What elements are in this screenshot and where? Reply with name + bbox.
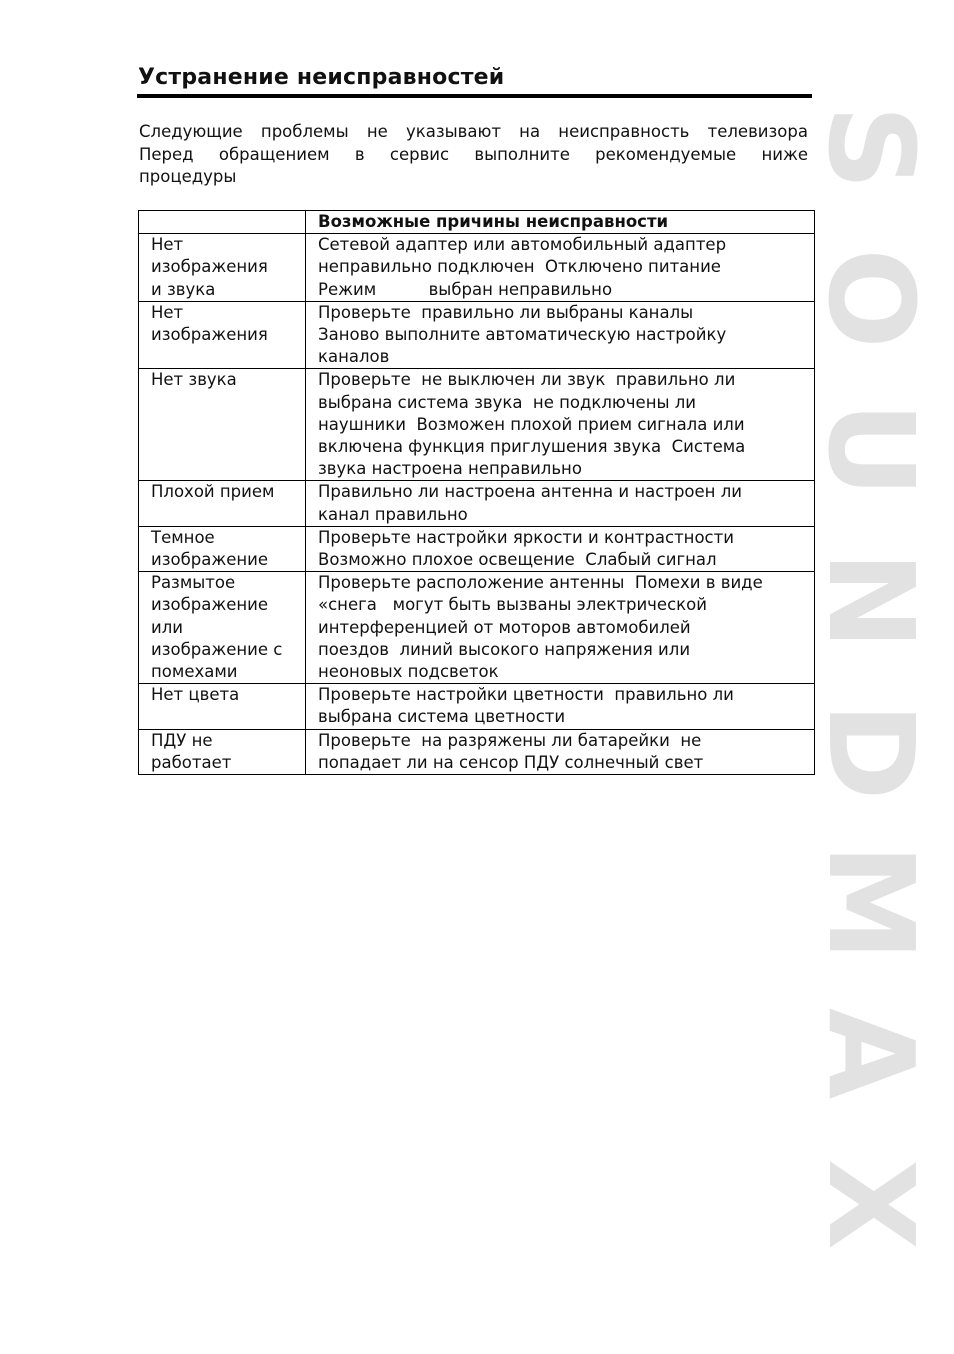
cause-text-line: Проверьте настройки яркости и контрастности — [318, 527, 734, 547]
problem-text-line: Нет — [151, 302, 184, 322]
problem-text-line: Нет цвета — [151, 685, 240, 705]
problem-text-line: изображение — [151, 550, 269, 570]
problem-cell — [139, 369, 306, 481]
causes-column-header: Возможные причины неисправности — [306, 211, 815, 234]
cause-text-line: Возможно плохое освещение Слабый сигнал — [318, 550, 717, 570]
cause-text-line: неоновых подсветок — [318, 662, 499, 682]
table-row — [139, 729, 815, 774]
problem-text-line: Плохой прием — [151, 482, 275, 502]
causes-cell — [306, 301, 815, 369]
problem-cell — [139, 729, 306, 774]
table-row — [139, 526, 815, 571]
table-row — [139, 301, 815, 369]
table-row — [139, 481, 815, 526]
problem-text-line: или — [151, 617, 183, 637]
problem-cell — [139, 234, 306, 302]
problem-text-line: изображения — [151, 257, 268, 277]
cause-text-line: Проверьте правильно ли выбраны каналы — [318, 302, 694, 322]
cause-text-line: неправильно подключен Отключено питание — [318, 257, 721, 277]
causes-cell — [306, 369, 815, 481]
cause-text-line: интерференцией от моторов автомобилей — [318, 617, 691, 637]
intro-paragraph — [139, 121, 808, 189]
logo-letter: D — [802, 702, 940, 801]
problem-text-line: и звука — [151, 279, 216, 299]
cause-text-line: выбрана система цветности — [318, 707, 566, 727]
logo-letter: S — [802, 105, 940, 190]
problem-text-line: Нет — [151, 235, 184, 255]
logo-letter: M — [802, 843, 940, 962]
logo-letter: U — [802, 401, 940, 498]
causes-cell — [306, 526, 815, 571]
cause-text-line: включена функция приглушения звука Система — [318, 437, 746, 457]
intro-line: процедуры — [139, 167, 237, 186]
problem-cell — [139, 481, 306, 526]
problem-text-line: помехами — [151, 662, 238, 682]
table-header-row — [139, 211, 815, 234]
cause-text-line: Сетевой адаптер или автомобильный адаптер — [318, 235, 727, 255]
logo-letter: A — [802, 1007, 940, 1100]
cause-text-line: Проверьте не выключен ли звук правильно ли — [318, 370, 736, 390]
cause-text-line: Заново выполните автоматическую настройку — [318, 325, 727, 345]
cause-text-line: каналов — [318, 347, 390, 367]
table-row — [139, 572, 815, 684]
problem-text-line: изображения — [151, 325, 268, 345]
problem-cell — [139, 684, 306, 729]
causes-cell — [306, 684, 815, 729]
cause-text-line: канал правильно — [318, 504, 468, 524]
causes-cell — [306, 729, 815, 774]
troubleshooting-table — [138, 210, 815, 775]
table-row — [139, 369, 815, 481]
table-row — [139, 234, 815, 302]
cause-text-line: выбрана система звука не подключены ли — [318, 392, 697, 412]
intro-line: Следующие проблемы не указывают на неисправность телевизора — [139, 122, 808, 141]
causes-cell — [306, 481, 815, 526]
problem-text-line: работает — [151, 752, 232, 772]
logo-letter: O — [802, 248, 940, 349]
cause-text-line: звука настроена неправильно — [318, 459, 582, 479]
problem-text-line: изображение с — [151, 639, 283, 659]
logo-letter: X — [802, 1159, 940, 1250]
causes-cell — [306, 234, 815, 302]
table-body — [139, 234, 815, 775]
logo-letter: N — [802, 551, 940, 650]
problem-text-line: ПДУ не — [151, 730, 213, 750]
cause-text-line: наушники Возможен плохой прием сигнала или — [318, 414, 745, 434]
cause-text-line: Проверьте настройки цветности правильно ли — [318, 685, 734, 705]
problem-cell — [139, 301, 306, 369]
cause-text-line: «снега могут быть вызваны электрической — [318, 595, 707, 615]
problem-text-line: Размытое — [151, 573, 236, 593]
cause-text-line: Проверьте на разряжены ли батарейки не — [318, 730, 702, 750]
title-underline — [137, 94, 812, 98]
page-title: Устранение неисправностей — [138, 65, 505, 90]
cause-text-line: попадает ли на сенсор ПДУ солнечный свет — [318, 752, 704, 772]
cause-text-line: Проверьте расположение антенны Помехи в виде — [318, 573, 763, 593]
problem-text-line: Темное — [151, 527, 215, 547]
cause-text-line: Правильно ли настроена антенна и настроен ли — [318, 482, 742, 502]
cause-text-line: поездов линий высокого напряжения или — [318, 639, 691, 659]
cause-text-line: Режим выбран неправильно — [318, 279, 613, 299]
problem-text-line: изображение — [151, 595, 269, 615]
problem-cell — [139, 526, 306, 571]
problem-cell — [139, 572, 306, 684]
table-row — [139, 684, 815, 729]
intro-line: Перед обращением в сервис выполните рекомендуемые ниже — [139, 144, 808, 164]
problem-column-header — [139, 211, 306, 234]
causes-cell — [306, 572, 815, 684]
soundmax-logo-watermark — [802, 72, 940, 1280]
problem-text-line: Нет звука — [151, 370, 237, 390]
